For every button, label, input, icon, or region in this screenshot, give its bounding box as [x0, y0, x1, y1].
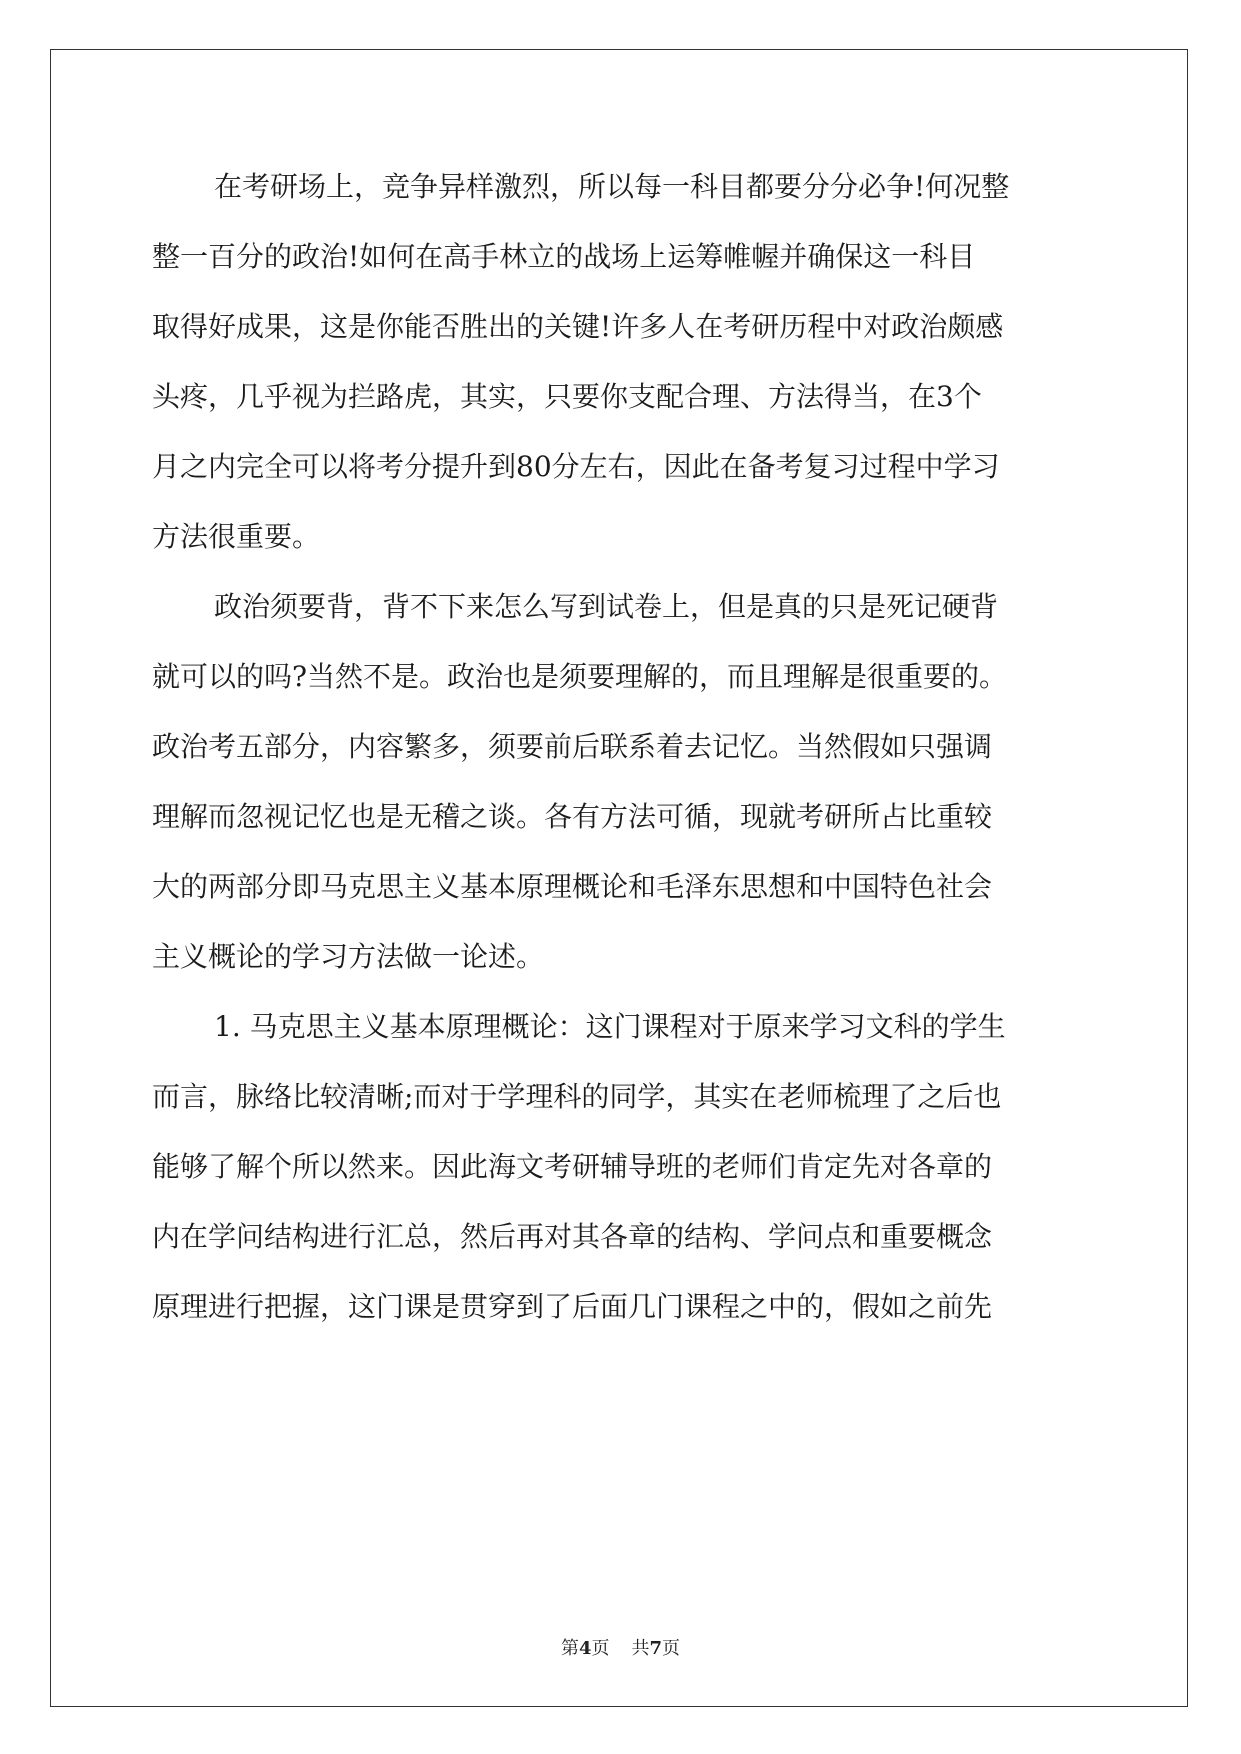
text-line: 月之内完全可以将考分提升到80分左右，因此在备考复习过程中学习	[152, 450, 1000, 483]
document-body	[152, 152, 1082, 1342]
text-line: 而言，脉络比较清晰;而对于学理科的同学，其实在老师梳理了之后也	[152, 1080, 1002, 1113]
footer-total-prefix: 共	[631, 1638, 650, 1659]
footer-prefix: 第	[560, 1638, 579, 1659]
text-line: 政治考五部分，内容繁多，须要前后联系着去记忆。当然假如只强调	[152, 730, 993, 763]
page-number-footer	[0, 1634, 1241, 1660]
text-line: 大的两部分即马克思主义基本原理概论和毛泽东思想和中国特色社会	[152, 870, 993, 903]
text-line: 方法很重要。	[152, 520, 321, 553]
text-line: 能够了解个所以然来。因此海文考研辅导班的老师们肯定先对各章的	[152, 1150, 993, 1183]
text-line: 在考研场上，竞争异样激烈，所以每一科目都要分分必争!何况整	[214, 170, 1010, 203]
text-line: 主义概论的学习方法做一论述。	[152, 940, 545, 973]
text-line: 1. 马克思主义基本原理概论：这门课程对于原来学习文科的学生	[214, 1010, 1006, 1043]
text-line: 整一百分的政治!如何在高手林立的战场上运筹帷幄并确保这一科目	[152, 240, 976, 273]
text-line: 理解而忽视记忆也是无稽之谈。各有方法可循，现就考研所占比重较	[152, 800, 993, 833]
text-line: 就可以的吗?当然不是。政治也是须要理解的，而且理解是很重要的。	[152, 660, 1008, 693]
text-line: 政治须要背，背不下来怎么写到试卷上，但是真的只是死记硬背	[214, 590, 999, 623]
current-page-number: 4	[578, 1638, 592, 1659]
text-line: 原理进行把握，这门课是贯穿到了后面几门课程之中的，假如之前先	[152, 1290, 993, 1323]
footer-total-unit: 页	[662, 1638, 681, 1659]
text-line: 内在学问结构进行汇总，然后再对其各章的结构、学问点和重要概念	[152, 1220, 993, 1253]
text-line: 头疼，几乎视为拦路虎，其实，只要你支配合理、方法得当，在3个	[152, 380, 982, 413]
footer-page-unit: 页	[591, 1638, 610, 1659]
text-line: 取得好成果，这是你能否胜出的关键!许多人在考研历程中对政治颇感	[152, 310, 1004, 343]
total-page-count: 7	[649, 1638, 663, 1659]
